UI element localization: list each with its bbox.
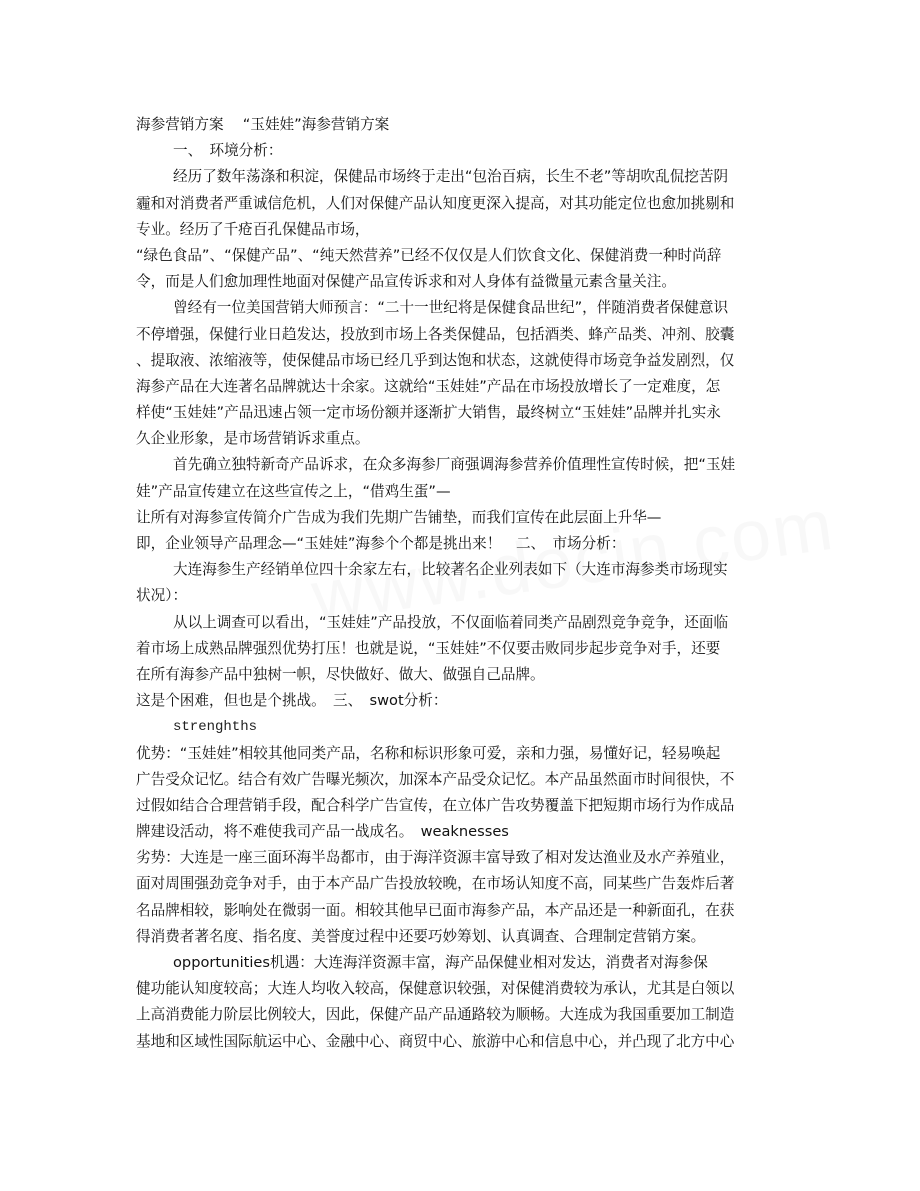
section-heading-environment: 一、 环境分析： (173, 142, 283, 160)
paragraph-line: 霾和对消费者严重诚信危机，人们对保健产品认知度更深入提高，对其功能定位也愈加挑剔和 (136, 194, 735, 212)
paragraph-line: 基地和区域性国际航运中心、金融中心、商贸中心、旅游中心和信息中心，并凸现了北方中心 (136, 1032, 735, 1050)
paragraph-line: 、提取液、浓缩液等，使保健品市场已经几乎到达饱和状态，这就使得市场竞争益发剧烈，仅 (136, 351, 735, 369)
paragraph-line: 优势：“玉娃娃”相较其他同类产品，名称和标识形象可爱，亲和力强，易懂好记，轻易唤起 (136, 744, 721, 762)
paragraph-line: 得消费者著名度、指名度、美誉度过程中还要巧妙筹划、认真调查、合理制定营销方案。 (136, 927, 706, 945)
paragraph-line: 经历了数年荡涤和积淀，保健品市场终于走出“包治百病，长生不老”等胡吹乱侃挖苦阴 (173, 168, 729, 186)
paragraph-line: 这是个困难，但也是个挑战。 三、 swot分析： (136, 692, 448, 710)
paragraph-line: 曾经有一位美国营销大师预言：“二十一世纪将是保健食品世纪”，伴随消费者保健意识 (173, 299, 729, 317)
paragraph-line: 牌建设活动，将不难使我司产品一战成名。 weaknesses (136, 823, 509, 841)
paragraph-line: 状况）： (136, 587, 188, 605)
paragraph-line: 在所有海参产品中独树一帜，尽快做好、做大、做强自己品牌。 (136, 665, 545, 683)
paragraph-line: 着市场上成熟品牌强烈优势打压！也就是说，“玉娃娃”不仅要击败同步起步竞争对手，还要 (136, 639, 721, 657)
paragraph-line: 健功能认知度较高；大连人均收入较高，保健意识较强，对保健消费较为承认，尤其是白领以 (136, 980, 735, 998)
paragraph-line: 久企业形象，是市场营销诉求重点。 (136, 430, 370, 448)
paragraph-line: 从以上调查可以看出，“玉娃娃”产品投放，不仅面临着同类产品剧烈竞争竞争，还面临 (173, 613, 729, 631)
paragraph-line: “绿色食品”、“保健产品”、“纯天然营养”已经不仅仅是人们饮食文化、保健消费一种时尚辞 (136, 246, 722, 264)
paragraph-line: 名品牌相较，影响处在微弱一面。相较其他早已面市海参产品，本产品还是一种新面孔，在获 (136, 901, 735, 919)
paragraph-line: 上高消费能力阶层比例较大，因此，保健产品产品通路较为顺畅。大连成为我国重要加工制造 (136, 1006, 735, 1024)
document-title: 海参营销方案 “玉娃娃”海参营销方案 (136, 116, 390, 133)
paragraph-line: 不停增强，保健行业日趋发达，投放到市场上各类保健品，包括酒类、蜂产品类、冲剂、胶囊 (136, 325, 735, 343)
paragraph-line: 娃”产品宣传建立在这些宣传之上，“借鸡生蛋”— (136, 482, 451, 500)
document-page (136, 112, 784, 1055)
paragraph-line: 专业。经历了千疮百孔保健品市场， (136, 220, 370, 238)
paragraph-line: 过假如结合合理营销手段，配合科学广告宣传，在立体广告攻势覆盖下把短期市场行为作成品 (136, 796, 735, 814)
paragraph-line: 让所有对海参宣传简介广告成为我们先期广告铺垫，而我们宣传在此层面上升华— (136, 508, 662, 526)
paragraph-line: 大连海参生产经销单位四十余家左右，比较著名企业列表如下（大连市海参类市场现实 (173, 561, 728, 579)
paragraph-line: 令，而是人们愈加理性地面对保健产品宣传诉求和对人身体有益微量元素含量关注。 (136, 273, 676, 291)
paragraph-line: 样使“玉娃娃”产品迅速占领一定市场份额并逐渐扩大销售，最终树立“玉娃娃”品牌并扎实永 (136, 404, 721, 422)
paragraph-line: 海参产品在大连著名品牌就达十余家。这就给“玉娃娃”产品在市场投放增长了一定难度，怎 (136, 377, 721, 395)
paragraph-line: 即，企业领导产品理念—“玉娃娃”海参个个都是挑出来！ 二、 市场分析： (136, 535, 626, 552)
paragraph-line: 劣势：大连是一座三面环海半岛都市，由于海洋资源丰富导致了相对发达渔业及水产养殖业， (136, 849, 735, 867)
paragraph-line: 首先确立独特新奇产品诉求，在众多海参厂商强调海参营养价值理性宣传时候，把“玉娃 (173, 456, 736, 474)
swot-term-strengths: strenghths (173, 719, 258, 736)
paragraph-line: 面对周围强劲竞争对手，由于本产品广告投放较晚，在市场认知度不高，同某些广告轰炸后著 (136, 875, 735, 893)
paragraph-line: 广告受众记忆。结合有效广告曝光频次，加深本产品受众记忆。本产品虽然面市时间很快，不 (136, 770, 735, 788)
paragraph-line: opportunities机遇：大连海洋资源丰富，海产品保健业相对发达，消费者对海参保 (173, 954, 708, 971)
